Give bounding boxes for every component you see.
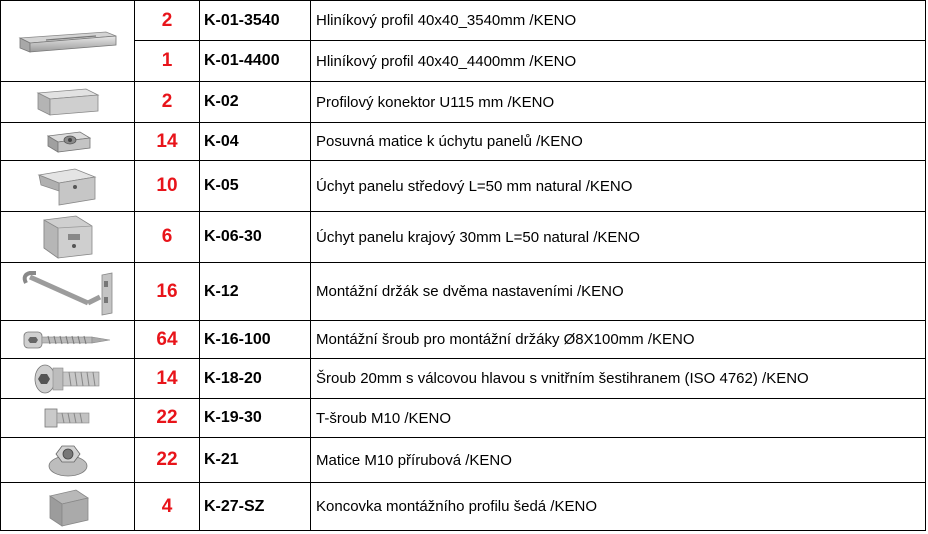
product-code: K-18-20 bbox=[200, 359, 311, 399]
table-row bbox=[1, 321, 926, 359]
product-description: Úchyt panelu středový L=50 mm natural /KENO bbox=[311, 161, 926, 212]
product-description: Matice M10 přírubová /KENO bbox=[311, 438, 926, 483]
product-description: Montážní držák se dvěma nastaveními /KENO bbox=[311, 263, 926, 321]
product-description: Montážní šroub pro montážní držáky Ø8X100mm /KENO bbox=[311, 321, 926, 359]
quantity: 22 bbox=[135, 399, 200, 438]
product-description: Úchyt panelu krajový 30mm L=50 natural /KENO bbox=[311, 212, 926, 263]
product-image-cell bbox=[1, 399, 135, 438]
product-code: K-01-4400 bbox=[200, 41, 311, 82]
quantity: 14 bbox=[135, 123, 200, 161]
product-code: K-04 bbox=[200, 123, 311, 161]
product-code: K-02 bbox=[200, 82, 311, 123]
product-description: Hliníkový profil 40x40_3540mm /KENO bbox=[311, 1, 926, 41]
quantity: 6 bbox=[135, 212, 200, 263]
product-code: K-27-SZ bbox=[200, 483, 311, 531]
product-description: Koncovka montážního profilu šedá /KENO bbox=[311, 483, 926, 531]
quantity: 2 bbox=[135, 82, 200, 123]
table-row bbox=[1, 161, 926, 212]
product-code: K-12 bbox=[200, 263, 311, 321]
quantity: 10 bbox=[135, 161, 200, 212]
product-image-cell bbox=[1, 438, 135, 483]
quantity: 64 bbox=[135, 321, 200, 359]
table-row bbox=[1, 1, 926, 41]
quantity: 16 bbox=[135, 263, 200, 321]
product-image-cell bbox=[1, 123, 135, 161]
product-image-cell bbox=[1, 321, 135, 359]
product-description: T-šroub M10 /KENO bbox=[311, 399, 926, 438]
quantity: 14 bbox=[135, 359, 200, 399]
product-code: K-21 bbox=[200, 438, 311, 483]
flange-nut-icon bbox=[46, 440, 90, 480]
product-image-cell bbox=[1, 359, 135, 399]
product-description: Šroub 20mm s válcovou hlavou s vnitřním šestihranem (ISO 4762) /KENO bbox=[311, 359, 926, 399]
product-image-cell bbox=[1, 161, 135, 212]
table-row bbox=[1, 123, 926, 161]
aluminium-profile-icon bbox=[16, 26, 120, 56]
u-connector-icon bbox=[32, 85, 104, 119]
table-row bbox=[1, 41, 926, 82]
product-description: Hliníkový profil 40x40_4400mm /KENO bbox=[311, 41, 926, 82]
table-row bbox=[1, 399, 926, 438]
product-code: K-19-30 bbox=[200, 399, 311, 438]
product-description: Posuvná matice k úchytu panelů /KENO bbox=[311, 123, 926, 161]
product-image-cell bbox=[1, 82, 135, 123]
quantity: 1 bbox=[135, 41, 200, 82]
table-row bbox=[1, 438, 926, 483]
t-bolt-icon bbox=[41, 403, 95, 433]
table-row bbox=[1, 483, 926, 531]
socket-cap-screw-icon bbox=[31, 362, 105, 396]
product-description: Profilový konektor U115 mm /KENO bbox=[311, 82, 926, 123]
middle-clamp-icon bbox=[35, 165, 101, 207]
quantity: 22 bbox=[135, 438, 200, 483]
table-row bbox=[1, 212, 926, 263]
table-row bbox=[1, 359, 926, 399]
quantity: 4 bbox=[135, 483, 200, 531]
product-image-cell bbox=[1, 483, 135, 531]
quantity: 2 bbox=[135, 1, 200, 41]
table-row bbox=[1, 263, 926, 321]
product-image-cell bbox=[1, 263, 135, 321]
end-cap-icon bbox=[44, 486, 92, 528]
product-code: K-16-100 bbox=[200, 321, 311, 359]
table-row bbox=[1, 82, 926, 123]
product-code: K-06-30 bbox=[200, 212, 311, 263]
roof-hook-icon bbox=[18, 267, 118, 317]
wood-screw-icon bbox=[20, 327, 116, 353]
end-clamp-icon bbox=[38, 214, 98, 260]
product-image-cell bbox=[1, 212, 135, 263]
product-code: K-01-3540 bbox=[200, 1, 311, 41]
sliding-nut-icon bbox=[40, 126, 96, 158]
product-code: K-05 bbox=[200, 161, 311, 212]
product-image-cell bbox=[1, 1, 135, 82]
